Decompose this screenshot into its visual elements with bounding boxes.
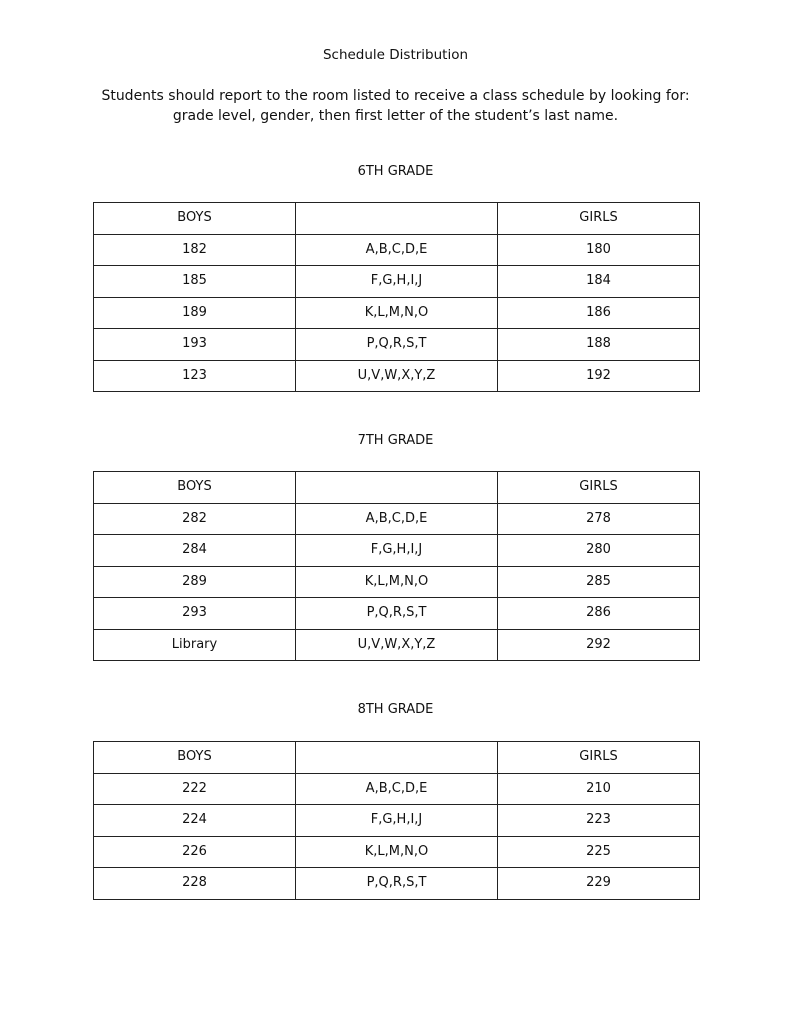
table-row <box>94 234 700 266</box>
boys-room: 224 <box>94 805 296 837</box>
grade-heading-8th: 8TH GRADE <box>357 702 434 717</box>
girls-room: 188 <box>498 329 700 361</box>
instructions <box>40 86 751 126</box>
page-title: Schedule Distribution <box>322 47 469 63</box>
grade-heading-7th: 7TH GRADE <box>357 433 434 448</box>
girls-room: 286 <box>498 598 700 630</box>
letter-range: K,L,M,N,O <box>296 566 498 598</box>
letter-range: P,Q,R,S,T <box>296 868 498 900</box>
boys-room: 293 <box>94 598 296 630</box>
letter-range: U,V,W,X,Y,Z <box>296 629 498 661</box>
boys-room: 226 <box>94 836 296 868</box>
header-letters <box>296 203 498 235</box>
girls-room: 292 <box>498 629 700 661</box>
boys-room: 182 <box>94 234 296 266</box>
instructions-line-2: grade level, gender, then first letter of the student’s last name. <box>172 108 619 124</box>
letter-range: P,Q,R,S,T <box>296 329 498 361</box>
letter-range: F,G,H,I,J <box>296 535 498 567</box>
boys-room: 222 <box>94 773 296 805</box>
table-row <box>94 503 700 535</box>
letter-range: A,B,C,D,E <box>296 773 498 805</box>
table-row <box>94 360 700 392</box>
boys-room: 185 <box>94 266 296 298</box>
girls-room: 225 <box>498 836 700 868</box>
girls-room: 278 <box>498 503 700 535</box>
letter-range: U,V,W,X,Y,Z <box>296 360 498 392</box>
girls-room: 210 <box>498 773 700 805</box>
boys-room: 189 <box>94 297 296 329</box>
table-row <box>94 836 700 868</box>
boys-room: 228 <box>94 868 296 900</box>
table-row <box>94 805 700 837</box>
girls-room: 223 <box>498 805 700 837</box>
letter-range: P,Q,R,S,T <box>296 598 498 630</box>
letter-range: K,L,M,N,O <box>296 297 498 329</box>
header-girls: GIRLS <box>498 742 700 774</box>
table-header-row <box>94 472 700 504</box>
table-row <box>94 629 700 661</box>
room-table-7th <box>93 471 700 661</box>
letter-range: A,B,C,D,E <box>296 503 498 535</box>
boys-room: 282 <box>94 503 296 535</box>
table-header-row <box>94 742 700 774</box>
header-letters <box>296 742 498 774</box>
grade-heading-6th: 6TH GRADE <box>357 164 434 179</box>
girls-room: 180 <box>498 234 700 266</box>
boys-room: 193 <box>94 329 296 361</box>
header-letters <box>296 472 498 504</box>
header-girls: GIRLS <box>498 472 700 504</box>
boys-room: 289 <box>94 566 296 598</box>
girls-room: 192 <box>498 360 700 392</box>
table-row <box>94 598 700 630</box>
header-girls: GIRLS <box>498 203 700 235</box>
table-row <box>94 773 700 805</box>
boys-room: 284 <box>94 535 296 567</box>
room-table-8th <box>93 741 700 900</box>
table-row <box>94 535 700 567</box>
table-row <box>94 329 700 361</box>
instructions-line-1: Students should report to the room listed to receive a class schedule by looking for: <box>101 88 690 104</box>
letter-range: F,G,H,I,J <box>296 266 498 298</box>
table-row <box>94 297 700 329</box>
header-boys: BOYS <box>94 742 296 774</box>
girls-room: 186 <box>498 297 700 329</box>
letter-range: A,B,C,D,E <box>296 234 498 266</box>
table-row <box>94 868 700 900</box>
girls-room: 285 <box>498 566 700 598</box>
girls-room: 229 <box>498 868 700 900</box>
table-row <box>94 566 700 598</box>
table-header-row <box>94 203 700 235</box>
header-boys: BOYS <box>94 203 296 235</box>
header-boys: BOYS <box>94 472 296 504</box>
letter-range: F,G,H,I,J <box>296 805 498 837</box>
boys-room: 123 <box>94 360 296 392</box>
girls-room: 280 <box>498 535 700 567</box>
room-table-6th <box>93 202 700 392</box>
boys-room: Library <box>94 629 296 661</box>
girls-room: 184 <box>498 266 700 298</box>
letter-range: K,L,M,N,O <box>296 836 498 868</box>
table-row <box>94 266 700 298</box>
